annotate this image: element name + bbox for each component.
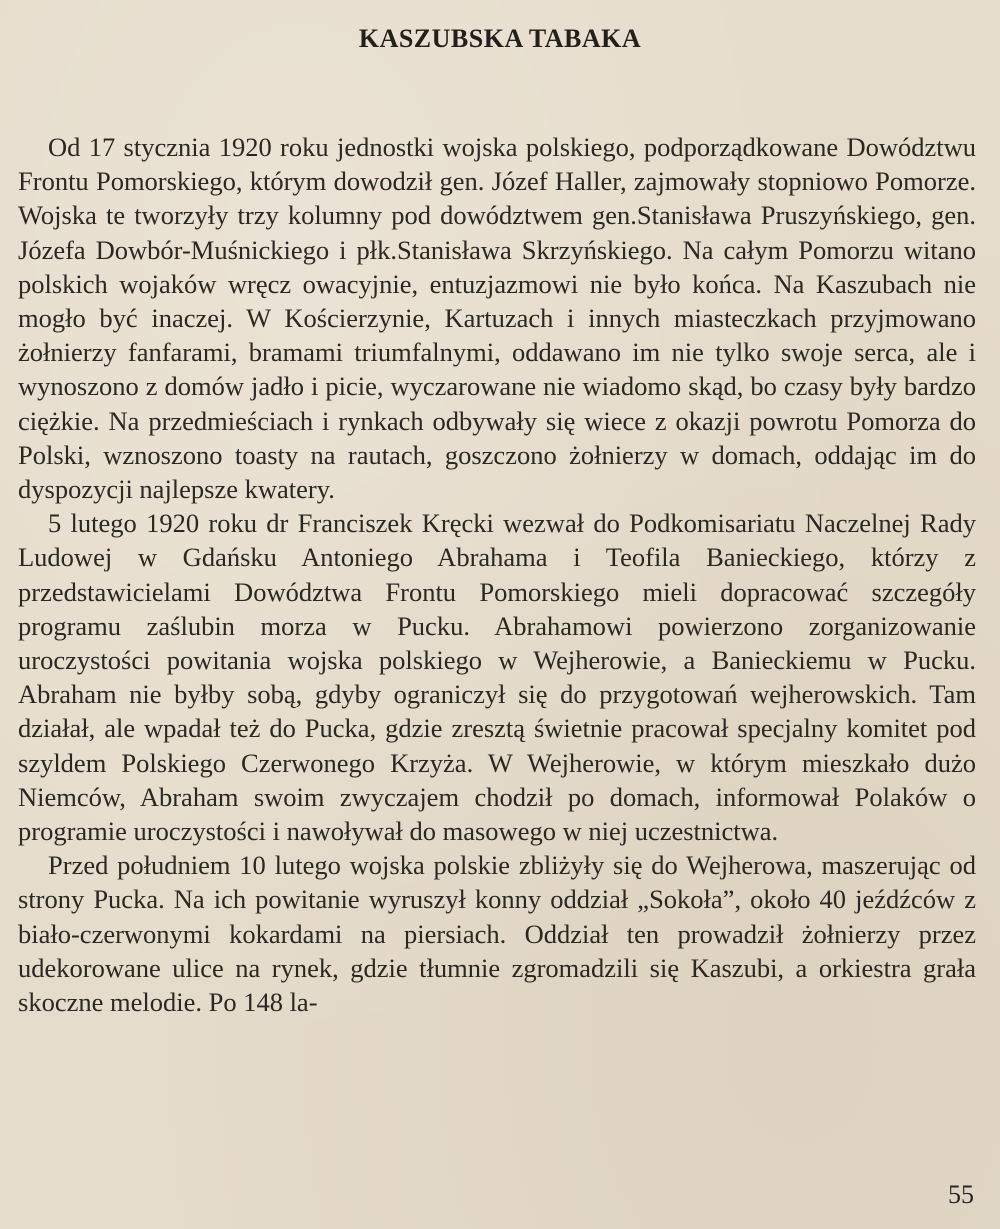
body-text <box>18 130 976 1019</box>
paragraph-1: Od 17 stycznia 1920 roku jednostki wojska polskiego, podporządkowane Dowództwu Frontu Pomorskiego, którym dowodził gen. Józef Haller, zajmowały stopniowo Pomorze. Wojska te tworzyły trzy kolumny pod dowództwem gen.Stanisława Pruszyńskiego, gen. Józefa Dowbór-Muśnickiego i płk.Stanisława Skrzyńskiego. Na całym Pomorzu witano polskich wojaków wręcz owacyjnie, entuzjazmowi nie było końca. Na Kaszubach nie mogło być inaczej. W Kościerzynie, Kartuzach i innych miasteczkach przyjmowano żołnierzy fanfarami, bramami triumfalnymi, oddawano im nie tylko swoje serca, ale i wynoszono z domów jadło i picie, wyczarowane nie wiadomo skąd, bo czasy były bardzo ciężkie. Na przedmieściach i rynkach odbywały się wiece z okazji powrotu Pomorza do Polski, wznoszono toasty na rautach, goszczono żołnierzy w domach, oddając im do dyspozycji najlepsze kwatery. <box>18 132 976 505</box>
paragraph-3: Przed południem 10 lutego wojska polskie zbliżyły się do Wejherowa, maszerując od strony Pucka. Na ich powitanie wyruszył konny oddział „Sokoła”, około 40 jeźdźców z biało-czerwonymi kokardami na piersiach. Oddział ten prowadził żołnierzy przez udekorowane ulice na rynek, gdzie tłumnie zgromadzili się Kaszubi, a orkiestra grała skoczne melodie. Po 148 la- <box>18 850 976 1018</box>
paragraph-2: 5 lutego 1920 roku dr Franciszek Kręcki wezwał do Podkomisariatu Naczelnej Rady Ludowej w Gdańsku Antoniego Abrahama i Teofila Banieckiego, którzy z przedstawicielami Dowództwa Frontu Pomorskiego mieli dopracować szczegóły programu zaślubin morza w Pucku. Abrahamowi powierzono zorganizowanie uroczystości powitania wojska polskiego w Wejherowie, a Banieckiemu w Pucku. Abraham nie byłby sobą, gdyby ograniczył się do przygotowań wejherowskich. Tam działał, ale wpadał też do Pucka, gdzie zresztą świetnie pracował specjalny komitet pod szyldem Polskiego Czerwonego Krzyża. W Wejherowie, w którym mieszkało dużo Niemców, Abraham swoim zwyczajem chodził po domach, informował Polaków o programie uroczystości i nawoływał do masowego w niej uczestnictwa. <box>18 508 976 847</box>
page-number: 55 <box>948 1180 974 1209</box>
chapter-title: KASZUBSKA TABAKA <box>358 24 642 53</box>
